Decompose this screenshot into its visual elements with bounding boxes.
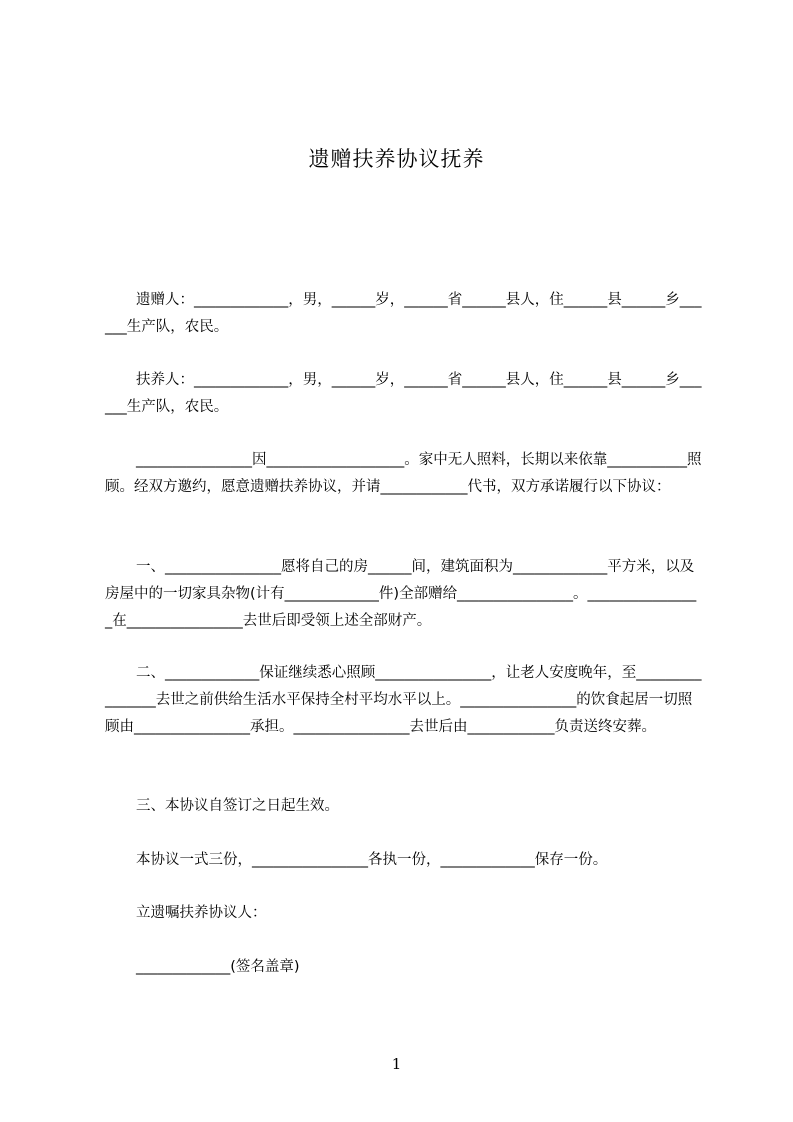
paragraph-signatory-label: 立遗嘱扶养协议人： xyxy=(136,905,267,921)
paragraph-clause-one: 一、________________愿将自己的房______间，建筑面积为_____________平方米，以及房屋中的一切家具杂物(计有_____________件)全部赠给________________。________________在________________去世后即受领上述全部财产。 xyxy=(105,559,697,629)
paragraph-bequeather: 遗赠人：_____________，男，______岁，______省______县人，住______县______乡______生产队，农民。 xyxy=(105,292,702,335)
paragraph-clause-three: 三、本协议自签订之日起生效。 xyxy=(136,798,339,814)
paragraph-supporter: 扶养人：_____________，男，______岁，______省______县人，住______县______乡______生产队，农民。 xyxy=(105,372,702,415)
paragraph-signature-line: _____________(签名盖章) xyxy=(136,959,300,975)
paragraph-copies: 本协议一式三份，________________各执一份，_____________保存一份。 xyxy=(136,852,608,868)
paragraph-clause-two: 二、_____________保证继续悉心照顾________________，让老人安度晚年，至________________去世之前供给生活水平保持全村平均水平以上。________________的饮食起居一切照顾由________________承担。________________去世后由____________负责送终安葬。 xyxy=(105,665,702,735)
paragraph-background: ________________因___________________。家中无人照料，长期以来依靠___________照顾。经双方邀约，愿意遗赠扶养协议，并请____________代书，双方承诺履行以下协议： xyxy=(105,452,702,495)
document-title: 遗赠扶养协议抚养 xyxy=(308,147,485,171)
page-number: 1 xyxy=(391,1055,402,1073)
